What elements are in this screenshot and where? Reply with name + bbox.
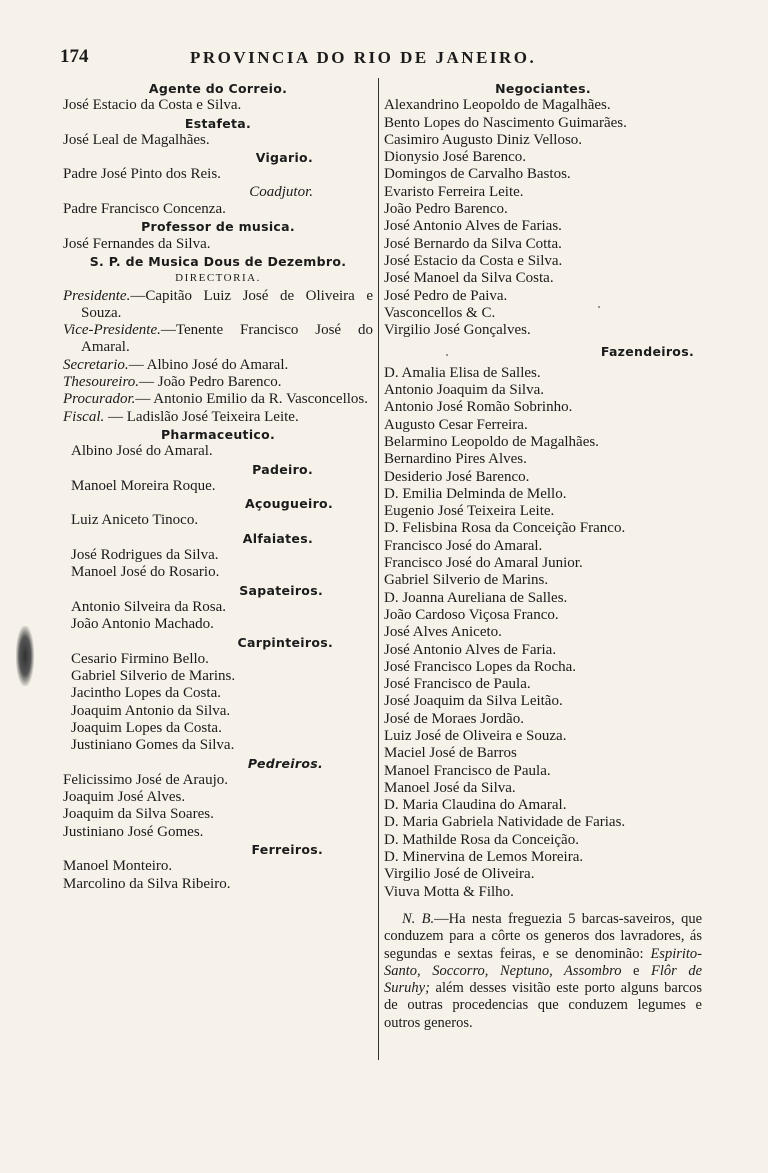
nota-bene-paragraph: N. B.—Ha nesta freguezia 5 barcas-saveiros, que conduzem para a côrte os generos dos lavradores, ás segundas e sextas feiras, e se denominão: Espirito-Santo, Soccorro, Neptuno, Assombro e Flôr de Suruhy; além desses visitão este porto alguns barcos de outras procedencias que conduzem legumes e outros generos.: [384, 910, 703, 1031]
board-member: Presidente.—Capitão Luiz José de Oliveira e Souza.: [63, 287, 373, 321]
list-item: José Rodrigues da Silva.: [71, 547, 219, 564]
list-item: D. Amalia Elisa de Salles.: [384, 364, 541, 381]
section-heading: Ferreiros.: [251, 842, 323, 858]
list-item: Manoel José do Rosario.: [71, 564, 220, 581]
section-heading: Sapateiros.: [239, 582, 323, 598]
section-heading: Padeiro.: [252, 461, 313, 477]
list-item: Albino José do Amaral.: [71, 443, 213, 460]
section-heading: Fazendeiros.: [600, 344, 694, 360]
list-item: Francisco José do Amaral.: [384, 537, 543, 554]
list-item: Francisco José do Amaral Junior.: [384, 555, 583, 572]
section-heading: Agente do Correio.: [148, 81, 288, 96]
list-item: Padre José Pinto dos Reis.: [63, 166, 221, 183]
list-item: Manoel José da Silva.: [384, 779, 516, 796]
list-item: Evaristo Ferreira Leite.: [384, 183, 524, 200]
board-member: Secretario.— Albino José do Amaral.: [63, 356, 289, 373]
list-item: Justiniano Gomes da Silva.: [71, 737, 235, 754]
list-item: Gabriel Silverio de Marins.: [384, 572, 549, 589]
list-item: José Fernandes da Silva.: [63, 235, 211, 252]
list-item: Desiderio José Barenco.: [384, 468, 530, 485]
list-item: Marcolino da Silva Ribeiro.: [63, 875, 231, 892]
list-item: José de Moraes Jordão.: [384, 710, 524, 727]
list-item: Joaquim da Silva Soares.: [63, 806, 214, 823]
section-subheading: DIRECTORIA.: [175, 272, 261, 285]
list-item: José Antonio Alves de Farias.: [384, 218, 562, 235]
list-item: Jacintho Lopes da Costa.: [71, 685, 221, 702]
section-heading: Pedreiros.: [247, 755, 323, 771]
list-item: José Francisco de Paula.: [384, 676, 531, 693]
list-item: João Cardoso Viçosa Franco.: [384, 606, 559, 623]
right-column: [384, 80, 702, 1032]
section-heading: Vigario.: [255, 150, 313, 166]
list-item: Antonio Joaquim da Silva.: [384, 382, 544, 399]
board-member: Vice-Presidente.—Tenente Francisco José do Amaral.: [63, 322, 373, 356]
list-item: Luiz Aniceto Tinoco.: [71, 512, 199, 529]
list-item: José Joaquim da Silva Leitão.: [384, 693, 563, 710]
list-item: Cesario Firmino Bello.: [71, 650, 209, 667]
running-title: PROVINCIA DO RIO DE JANEIRO.: [190, 48, 537, 67]
list-item: D. Maria Claudina do Amaral.: [384, 797, 567, 814]
list-item: José Estacio da Costa e Silva.: [384, 252, 563, 269]
list-item: Antonio José Romão Sobrinho.: [384, 399, 573, 416]
section-heading: Pharmaceutico.: [160, 426, 276, 442]
left-column: [63, 80, 373, 893]
list-item: José Antonio Alves de Faria.: [384, 641, 557, 658]
ink-smudge: [16, 626, 34, 686]
list-item: Manoel Monteiro.: [63, 858, 173, 875]
section-heading: Coadjutor.: [249, 183, 313, 200]
list-item: Antonio Silveira da Rosa.: [71, 598, 226, 615]
list-item: Luiz José de Oliveira e Souza.: [384, 727, 567, 744]
list-item: Gabriel Silverio de Marins.: [71, 668, 236, 685]
list-item: Joaquim José Alves.: [63, 789, 186, 806]
list-item: Virgilio José Gonçalves.: [384, 322, 531, 339]
section-heading: S. P. de Musica Dous de Dezembro.: [89, 253, 347, 269]
list-item: Bento Lopes do Nascimento Guimarães.: [384, 114, 627, 131]
list-item: José Pedro de Paiva.: [384, 287, 508, 304]
list-item: José Estacio da Costa e Silva.: [63, 97, 242, 114]
list-item: Belarmino Leopoldo de Magalhães.: [384, 433, 599, 450]
page-number: 174: [60, 46, 89, 67]
column-divider: [378, 78, 379, 1060]
list-item: Augusto Cesar Ferreira.: [384, 416, 528, 433]
list-item: Eugenio José Teixeira Leite.: [384, 503, 555, 520]
list-item: Domingos de Carvalho Bastos.: [384, 166, 571, 183]
section-heading: Carpinteiros.: [237, 634, 333, 650]
list-item: Vasconcellos & C.: [384, 304, 496, 321]
list-item: D. Felisbina Rosa da Conceição Franco.: [384, 520, 626, 537]
section-heading: Estafeta.: [184, 115, 252, 131]
list-item: Alexandrino Leopoldo de Magalhães.: [384, 97, 611, 114]
list-item: Felicissimo José de Araujo.: [63, 771, 228, 788]
list-item: Virgilio José de Oliveira.: [384, 866, 535, 883]
list-item: Casimiro Augusto Diniz Velloso.: [384, 131, 583, 148]
section-heading: Professor de musica.: [141, 219, 295, 235]
list-item: D. Mathilde Rosa da Conceição.: [384, 831, 579, 848]
list-item: Viuva Motta & Filho.: [384, 883, 514, 900]
board-member: Fiscal. — Ladislão José Teixeira Leite.: [63, 408, 299, 425]
list-item: José Leal de Magalhães.: [63, 131, 210, 148]
list-item: D. Minervina de Lemos Moreira.: [384, 849, 584, 866]
list-item: Joaquim Lopes da Costa.: [71, 719, 222, 736]
list-item: José Francisco Lopes da Rocha.: [384, 658, 577, 675]
section-heading: Negociantes.: [495, 81, 591, 96]
board-member: Thesoureiro.— João Pedro Barenco.: [63, 374, 282, 391]
list-item: Bernardino Pires Alves.: [384, 451, 527, 468]
boat-names: Espirito-Santo, Soccorro, Neptuno, Assombro: [384, 945, 702, 979]
list-item: João Pedro Barenco.: [384, 201, 508, 218]
boat-name-last: Flôr de Suruhy;: [384, 962, 703, 997]
list-item: José Manoel da Silva Costa.: [384, 270, 554, 287]
list-item: D. Maria Gabriela Natividade de Farias.: [384, 814, 626, 831]
list-item: João Antonio Machado.: [71, 616, 214, 633]
list-item: Joaquim Antonio da Silva.: [71, 702, 231, 719]
list-item: Justiniano José Gomes.: [63, 823, 204, 840]
list-item: D. Emilia Delminda de Mello.: [384, 485, 567, 502]
list-item: Maciel José de Barros: [384, 745, 517, 762]
list-item: José Alves Aniceto.: [384, 624, 502, 641]
note-label: N. B.: [402, 910, 435, 927]
list-item: Manoel Moreira Roque.: [71, 477, 216, 494]
list-item: D. Joanna Aureliana de Salles.: [384, 589, 568, 606]
list-item: José Bernardo da Silva Cotta.: [384, 235, 562, 252]
section-heading: Alfaiates.: [242, 530, 313, 546]
list-item: Manoel Francisco de Paula.: [384, 762, 551, 779]
section-heading: Açougueiro.: [245, 496, 333, 512]
list-item: Dionysio José Barenco.: [384, 149, 527, 166]
list-item: Padre Francisco Concenza.: [63, 201, 226, 218]
board-member: Procurador.— Antonio Emilio da R. Vasconcellos.: [63, 391, 368, 408]
page-header: [60, 46, 700, 70]
